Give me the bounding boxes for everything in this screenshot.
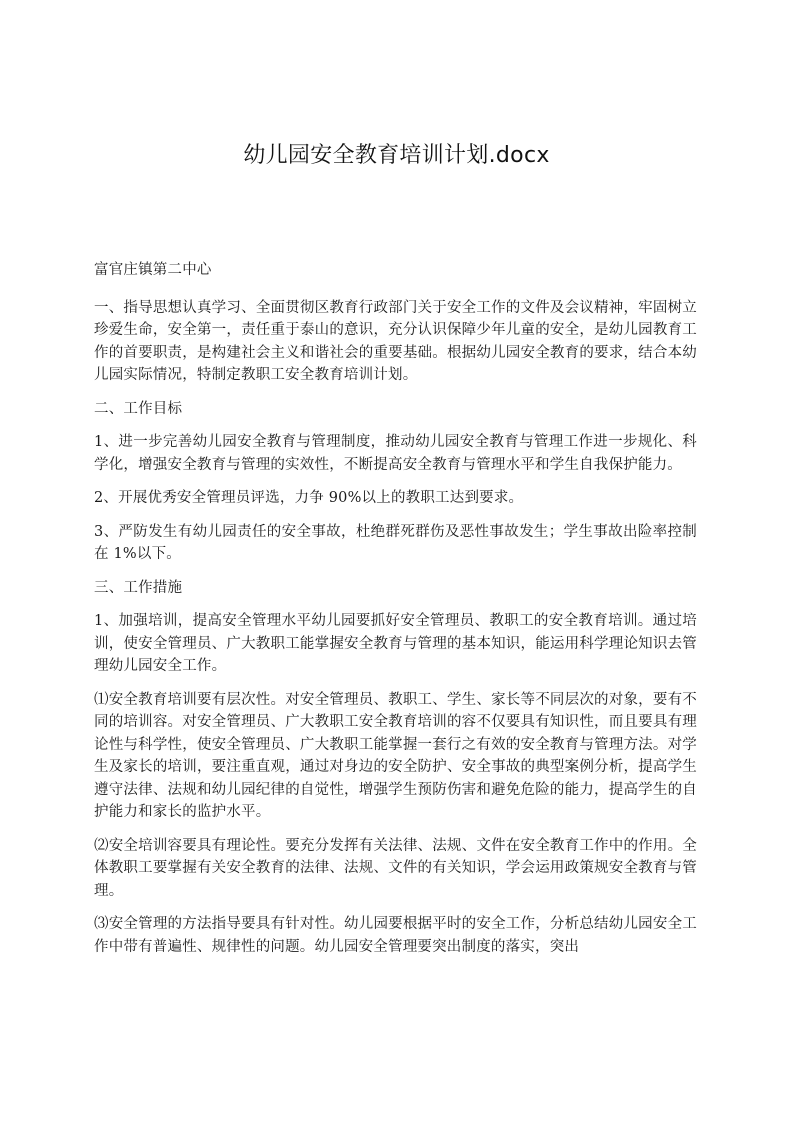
paragraph-measure-1-1: ⑴安全教育培训要有层次性。对安全管理员、教职工、学生、家长等不同层次的对象，要有不同的培训容。对安全管理员、广大教职工安全教育培训的容不仅要具有知识性，而且要具有理论性与科学性，使安全管理员、广大教职工能掌握一套行之有效的安全教育与管理方法。对学生及家长的培训，要注重直观，通过对身边的安全防护、安全事故的典型案例分析，提高学生遵守法律、法规和幼儿园纪律的自觉性，增强学生预防伤害和避免危险的能力，提高学生的自护能力和家长的监护水平。 xyxy=(94,691,697,820)
section-heading-measures: 三、工作措施 xyxy=(94,579,183,596)
paragraph-measure-1: 1、加强培训，提高安全管理水平幼儿园要抓好安全管理员、教职工的安全教育培训。通过培训，使安全管理员、广大教职工能掌握安全教育与管理的基本知识，能运用科学理论知识去管理幼儿园安全工作。 xyxy=(94,613,697,674)
paragraph-goal-1: 1、进一步完善幼儿园安全教育与管理制度，推动幼儿园安全教育与管理工作进一步规化、科学化，增强安全教育与管理的实效性，不断提高安全教育与管理水平和学生自我保护能力。 xyxy=(94,434,697,473)
document-body xyxy=(94,259,697,969)
paragraph-guiding-ideology: 一、指导思想认真学习、全面贯彻区教育行政部门关于安全工作的文件及会议精神，牢固树立珍爱生命，安全第一，责任重于泰山的意识，充分认识保障少年儿童的安全，是幼儿园教育工作的首要职责，是构建社会主义和谐社会的重要基础。根据幼儿园安全教育的要求，结合本幼儿园实际情况，特制定教职工安全教育培训计划。 xyxy=(94,299,697,383)
paragraph-measure-1-3: ⑶安全管理的方法指导要具有针对性。幼儿园要根据平时的安全工作，分析总结幼儿园安全工作中带有普遍性、规律性的问题。幼儿园安全管理要突出制度的落实，突出 xyxy=(94,916,697,955)
document-title: 幼儿园安全教育培训计划.docx xyxy=(243,143,550,168)
paragraph-measure-1-2: ⑵安全培训容要具有理论性。要充分发挥有关法律、法规、文件在安全教育工作中的作用。全体教职工要掌握有关安全教育的法律、法规、文件的有关知识，学会运用政策规安全教育与管理。 xyxy=(94,837,697,899)
organization-name: 富官庄镇第二中心 xyxy=(94,262,212,278)
paragraph-goal-2: 2、开展优秀安全管理员评选，力争 90%以上的教职工达到要求。 xyxy=(94,490,524,506)
paragraph-goal-3: 3、严防发生有幼儿园责任的安全事故，杜绝群死群伤及恶性事故发生；学生事故出险率控制在 1%以下。 xyxy=(94,523,697,562)
section-heading-goals: 二、工作目标 xyxy=(94,400,183,417)
